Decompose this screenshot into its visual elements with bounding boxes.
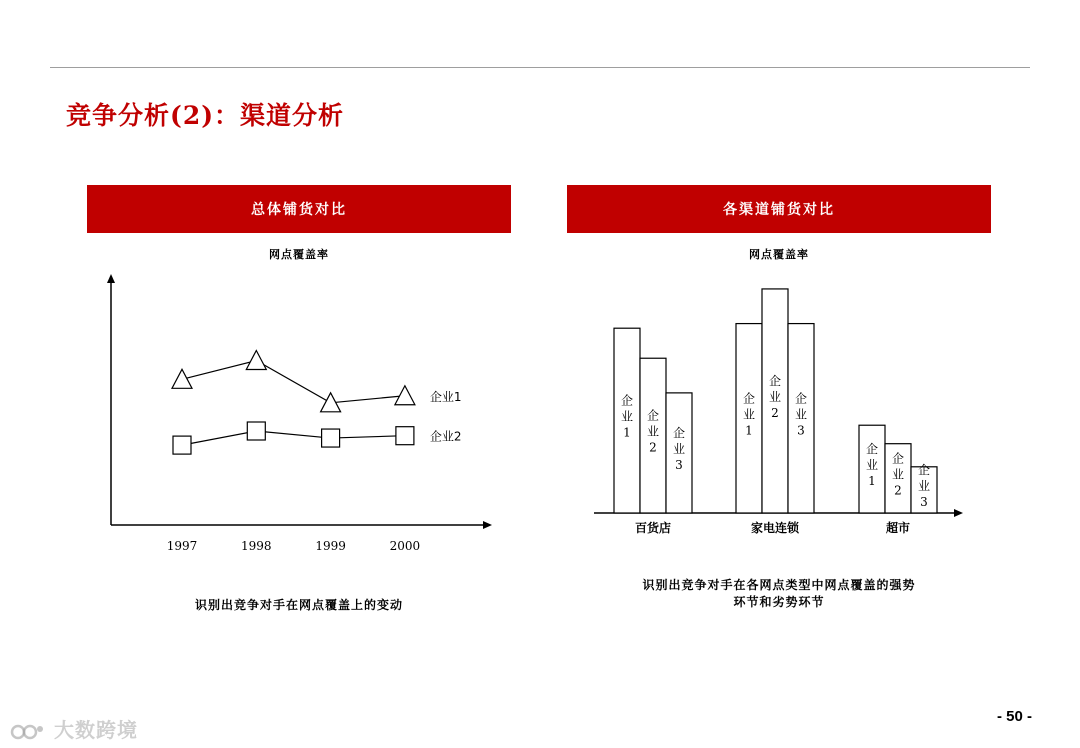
line-point-series-1 [172,369,192,388]
bar-data-label: 企 [620,393,634,408]
line-point-series-2 [247,422,265,440]
line-point-series-2 [396,427,414,445]
bar-data-label: 业 [768,389,782,404]
line-chart-x-tick-label: 1999 [315,539,346,553]
bar-data-label: 企 [891,451,905,466]
bar-data-label: 1 [868,474,876,489]
bar-chart-x-tick-label: 超市 [885,521,911,535]
line-point-series-2 [173,436,191,454]
bar-data-label: 2 [771,405,779,420]
line-point-series-1 [395,386,415,405]
watermark [10,714,138,743]
bar-data-label: 2 [649,440,657,455]
page-title: 竞争分析(2)：渠道分析 [66,101,345,130]
bar-data-label: 企 [672,425,686,440]
line-chart-x-tick-label: 1998 [241,539,272,553]
bar-data-label: 业 [794,407,808,422]
watermark-logo-icon [10,722,46,742]
bar-data-label: 3 [675,457,683,472]
left-chart-subtitle: 网点覆盖率 [269,248,329,261]
right-chart-subtitle: 网点覆盖率 [749,248,809,261]
line-series-1 [182,361,405,403]
bar-chart-x-tick-label: 百货店 [634,521,672,535]
right-caption-line-1: 识别出竞争对手在各网点类型中网点覆盖的强势 [642,578,916,592]
bar-data-label: 1 [745,423,753,438]
line-chart-y-axis-arrow [107,274,115,283]
bar-data-label: 企 [865,442,879,457]
bar-data-label: 业 [917,478,931,493]
line-legend-label-series-2: 企业2 [429,429,462,444]
bar-data-label: 3 [797,423,805,438]
bar-data-label: 企 [917,462,931,477]
bar-data-label: 企 [794,391,808,406]
watermark-text: 大数跨境 [53,718,138,742]
right-caption-line-2: 环节和劣势环节 [733,595,825,609]
line-point-series-1 [246,351,266,370]
bar-chart-x-tick-label: 家电连锁 [750,521,800,535]
bar-data-label: 业 [865,458,879,473]
right-caption [567,577,991,611]
left-caption: 识别出竞争对手在网点覆盖上的变动 [194,598,403,612]
bar-chart-x-axis-arrow [954,509,963,517]
bar-data-label: 企 [768,373,782,388]
bar-data-label: 业 [742,407,756,422]
bar-data-label: 3 [920,494,928,509]
bar-data-label: 企 [646,408,660,423]
line-series-2 [182,431,405,445]
bar-data-label: 业 [672,441,686,456]
line-chart-x-tick-label: 1997 [166,539,198,553]
page-number: - 50 - [996,708,1032,725]
line-point-series-2 [322,429,340,447]
line-chart-x-axis-arrow [483,521,492,529]
bar-data-label: 1 [623,425,631,440]
left-panel-header: 总体铺货对比 [87,185,511,233]
bar-data-label: 企 [742,391,756,406]
bar-data-label: 2 [894,483,902,498]
right-panel-header: 各渠道铺货对比 [567,185,991,233]
line-chart-x-tick-label: 2000 [389,539,421,553]
bar-data-label: 业 [891,467,905,482]
line-legend-label-series-1: 企业1 [429,389,462,404]
bar-data-label: 业 [620,409,634,424]
bar-data-label: 业 [646,424,660,439]
